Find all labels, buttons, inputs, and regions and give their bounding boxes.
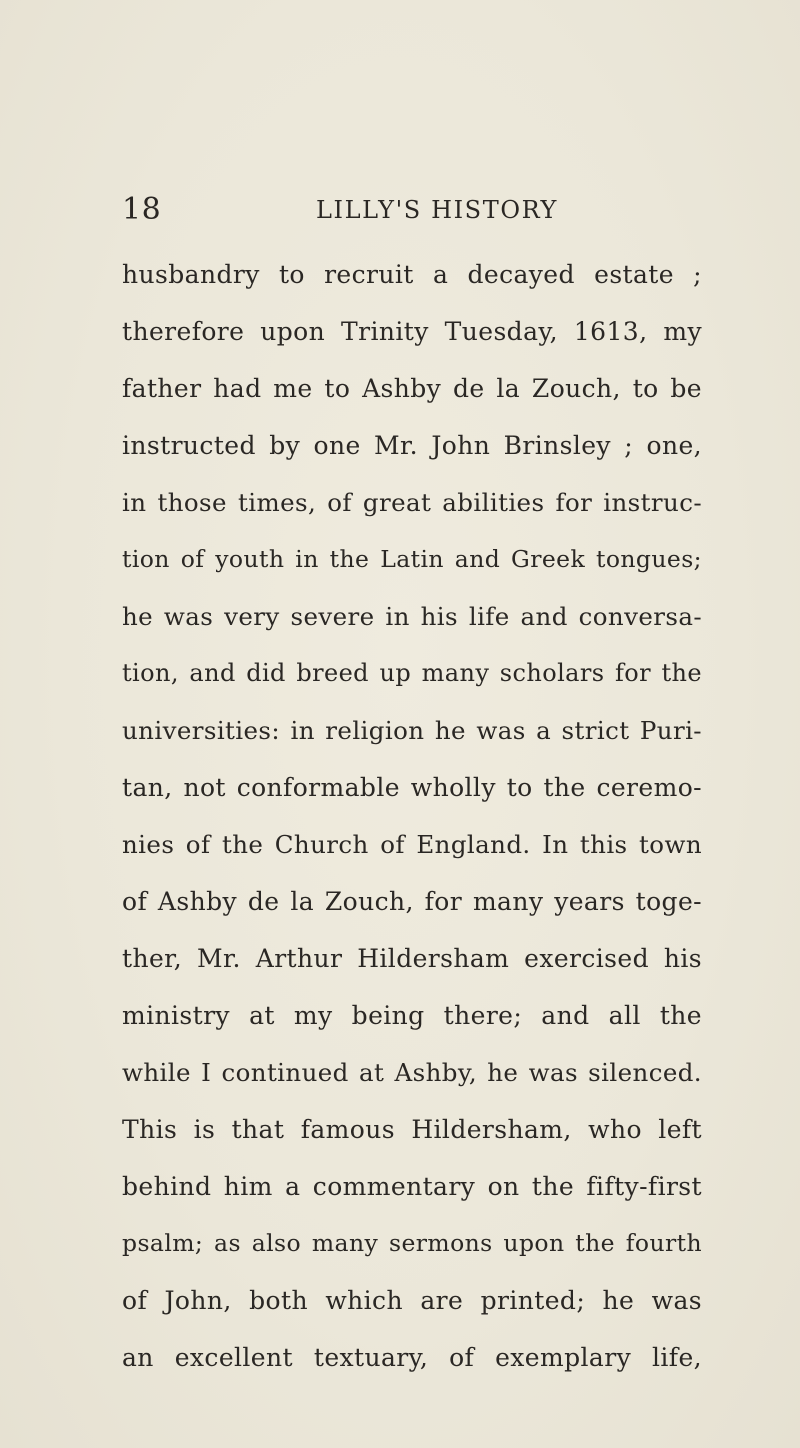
text-line: This is that famous Hildersham, who left	[122, 1115, 702, 1144]
text-line: tan, not conformable wholly to the ceremo-	[122, 773, 702, 802]
text-line: ther, Mr. Arthur Hildersham exercised his	[122, 944, 702, 973]
text-line: therefore upon Trinity Tuesday, 1613, my	[122, 317, 702, 346]
text-line: nies of the Church of England. In this town	[122, 830, 702, 859]
running-title: LILLY'S HISTORY	[316, 196, 558, 224]
text-line: tion of youth in the Latin and Greek tongues;	[122, 545, 702, 573]
text-line: husbandry to recruit a decayed estate ;	[122, 260, 702, 289]
text-line: instructed by one Mr. John Brinsley ; one,	[122, 431, 702, 460]
text-line: father had me to Ashby de la Zouch, to be	[122, 374, 702, 403]
text-line: while I continued at Ashby, he was silenced.	[122, 1058, 702, 1087]
running-head	[122, 188, 662, 232]
page-number: 18	[122, 192, 162, 227]
text-line: of John, both which are printed; he was	[122, 1286, 702, 1315]
text-line: behind him a commentary on the fifty-first	[122, 1172, 702, 1201]
text-line: psalm; as also many sermons upon the fourth	[122, 1229, 702, 1257]
text-line: an excellent textuary, of exemplary life,	[122, 1343, 702, 1372]
body-text	[122, 246, 702, 1386]
text-line: of Ashby de la Zouch, for many years toge-	[122, 887, 702, 916]
text-line: ministry at my being there; and all the	[122, 1001, 702, 1030]
text-line: in those times, of great abilities for instruc-	[122, 488, 702, 517]
text-line: he was very severe in his life and conversa-	[122, 602, 702, 631]
text-line: universities: in religion he was a strict Puri-	[122, 716, 702, 745]
text-line: tion, and did breed up many scholars for the	[122, 659, 702, 687]
